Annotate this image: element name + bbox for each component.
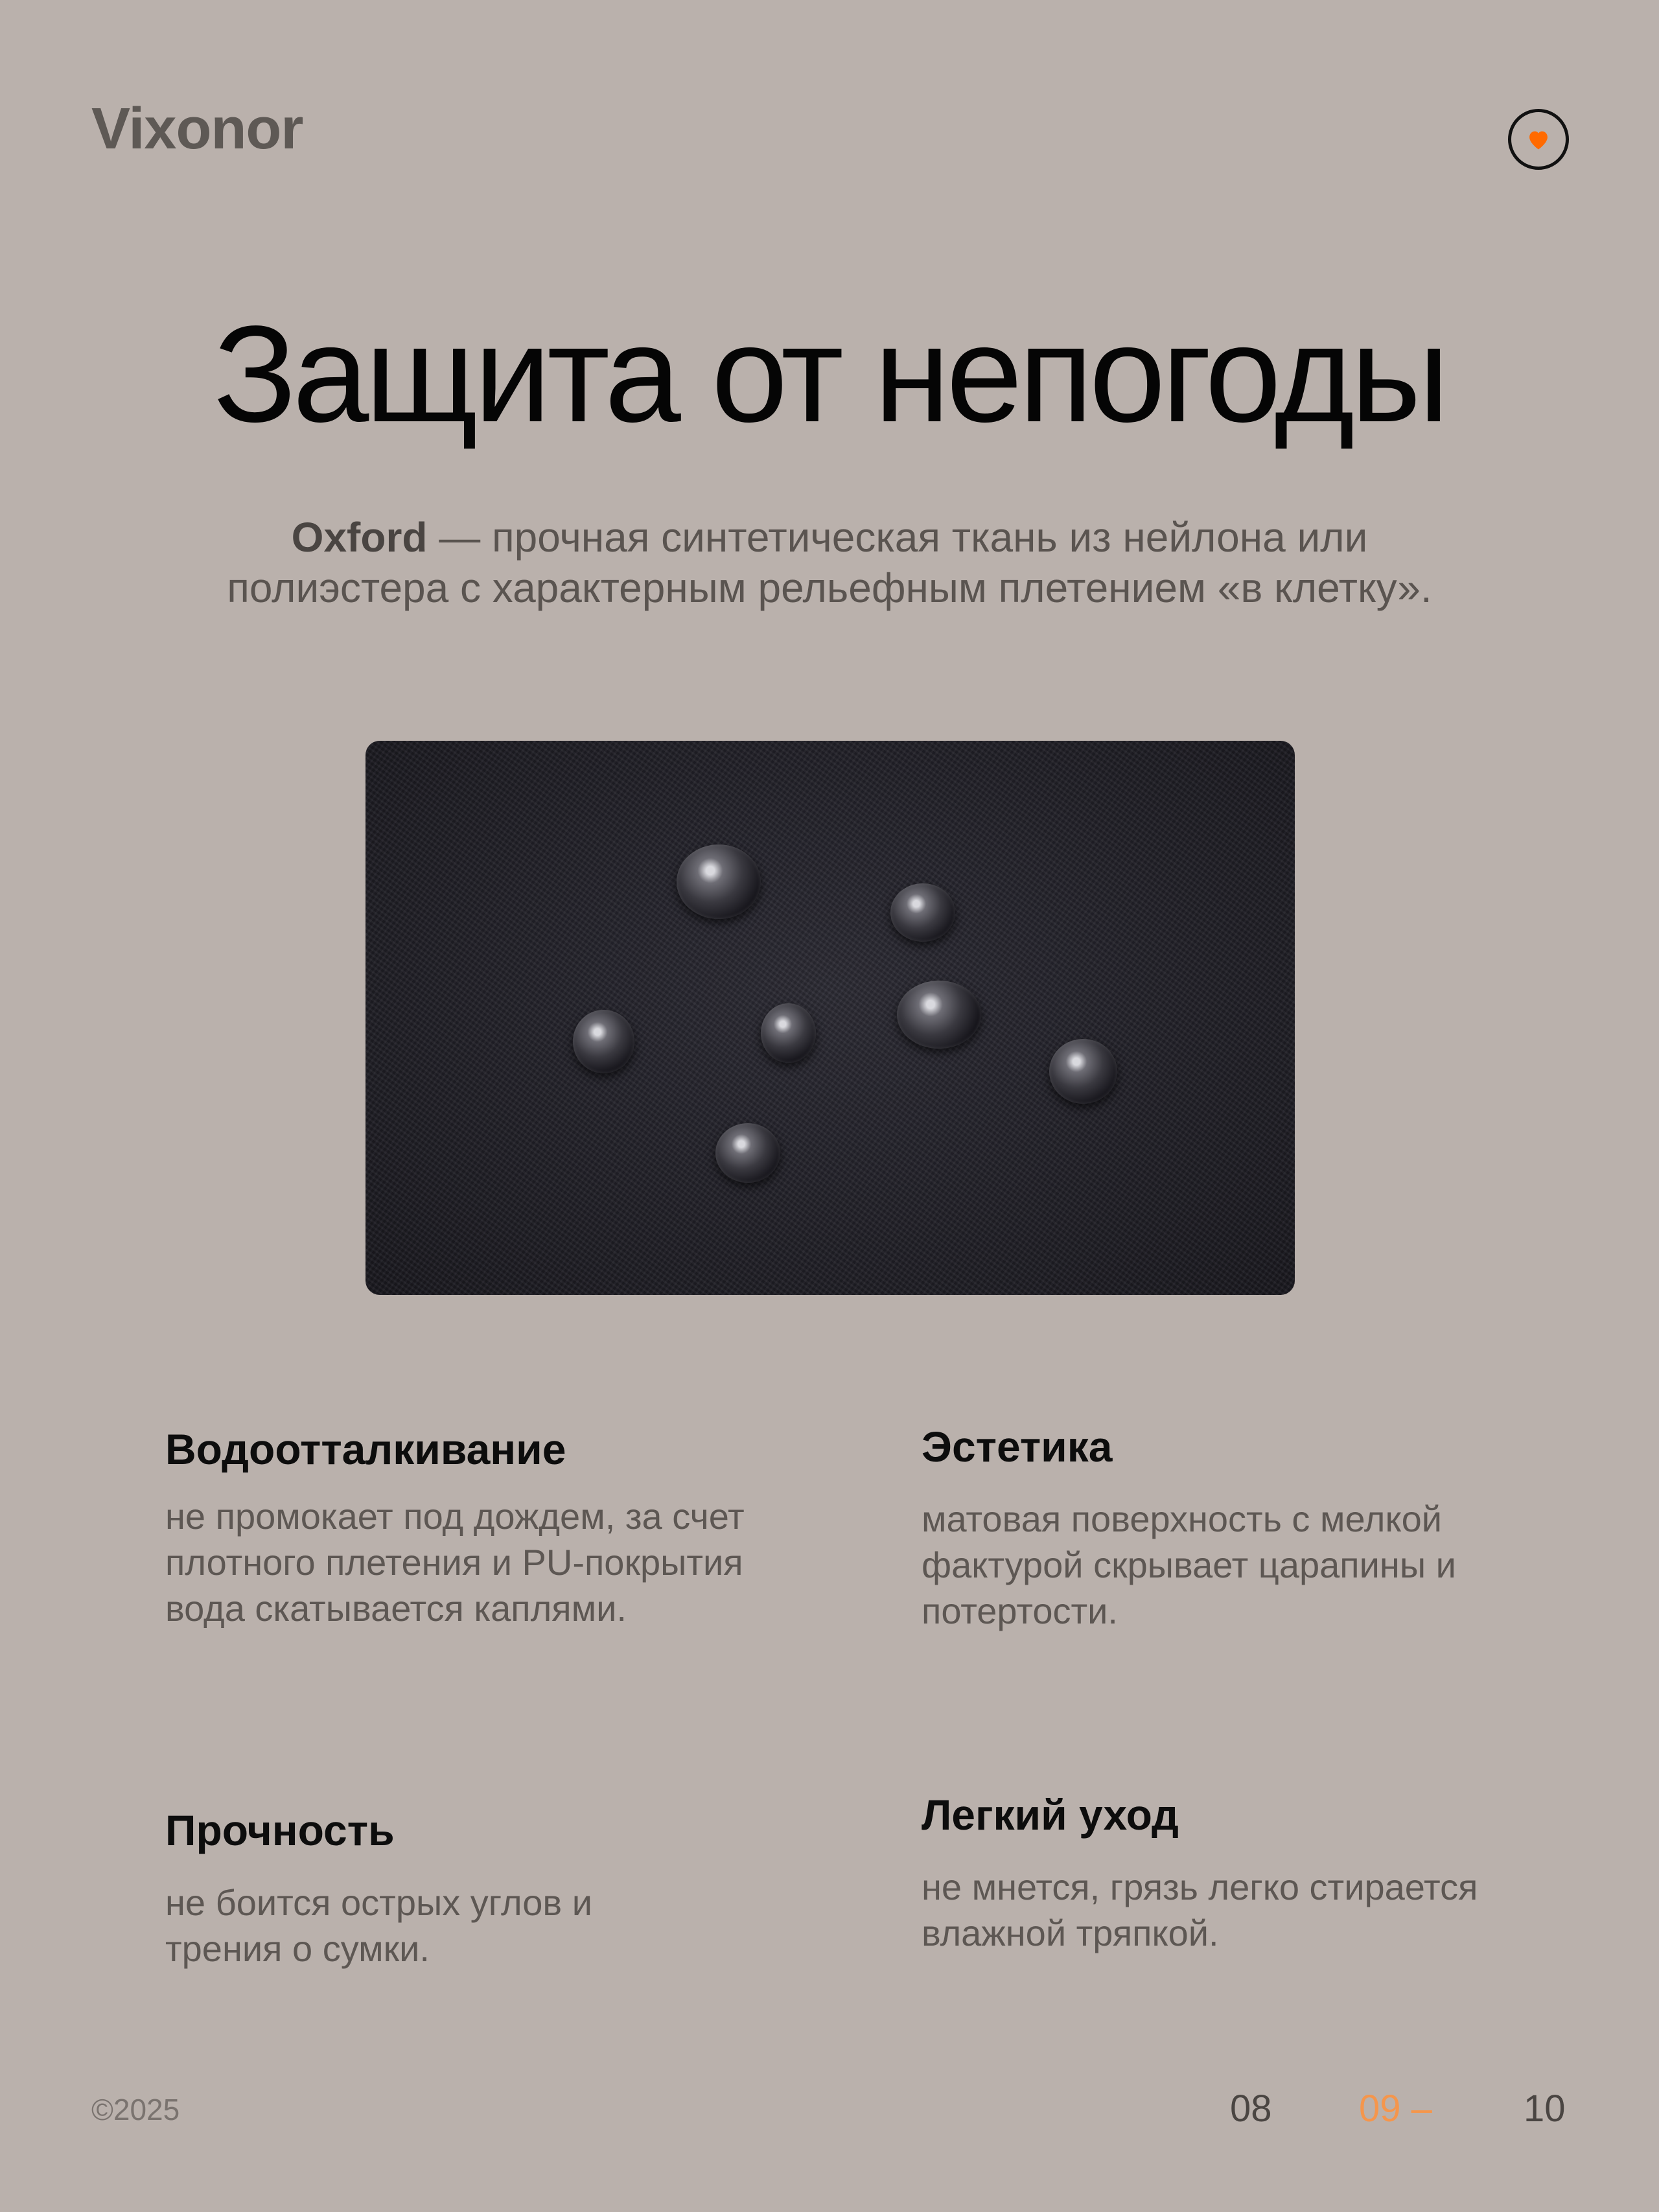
- fabric-name: Oxford: [291, 514, 428, 561]
- page-link-prev[interactable]: 08: [1230, 2088, 1272, 2130]
- brand-logo: Vixonor: [91, 97, 303, 161]
- page-title: Защита от непогоды: [213, 297, 1446, 450]
- feature-easy-care: [922, 1790, 1505, 1956]
- feature-text: не мнется, грязь легко стирается влажной тряпкой.: [922, 1867, 1478, 1953]
- water-drop: [1049, 1039, 1117, 1104]
- feature-title: Прочность: [165, 1806, 395, 1854]
- copyright: ©2025: [91, 2093, 180, 2126]
- favorite-button[interactable]: [1508, 109, 1569, 170]
- page-link-next[interactable]: 10: [1524, 2088, 1566, 2130]
- fabric-description: — прочная синтетическая ткань из нейлона или полиэстера с характерным рельефным плетением «в клетку».: [227, 514, 1432, 611]
- feature-title: Эстетика: [922, 1423, 1113, 1471]
- intro-text: [214, 512, 1445, 613]
- page-current: 09 –: [1359, 2088, 1432, 2130]
- feature-durability: [165, 1806, 716, 1972]
- water-drop: [715, 1123, 780, 1183]
- water-drop: [897, 981, 981, 1049]
- water-drop: [761, 1003, 816, 1063]
- fabric-photo: [365, 741, 1295, 1295]
- heart-icon: [1526, 128, 1551, 150]
- feature-text: не промокает под дождем, за счет плотного плетения и PU-покрытия вода скатывается каплями.: [165, 1496, 745, 1629]
- feature-water-repellent: [165, 1425, 813, 1631]
- feature-text: не боится острых углов и трения о сумки.: [165, 1882, 593, 1969]
- feature-text: матовая поверхность с мелкой фактурой скрывает царапины и потертости.: [922, 1498, 1456, 1631]
- feature-title: Легкий уход: [922, 1791, 1179, 1839]
- water-drop: [573, 1010, 634, 1073]
- feature-title: Водоотталкивание: [165, 1425, 566, 1473]
- water-drop: [890, 883, 955, 942]
- feature-aesthetics: [922, 1422, 1505, 1634]
- water-drop: [677, 844, 761, 919]
